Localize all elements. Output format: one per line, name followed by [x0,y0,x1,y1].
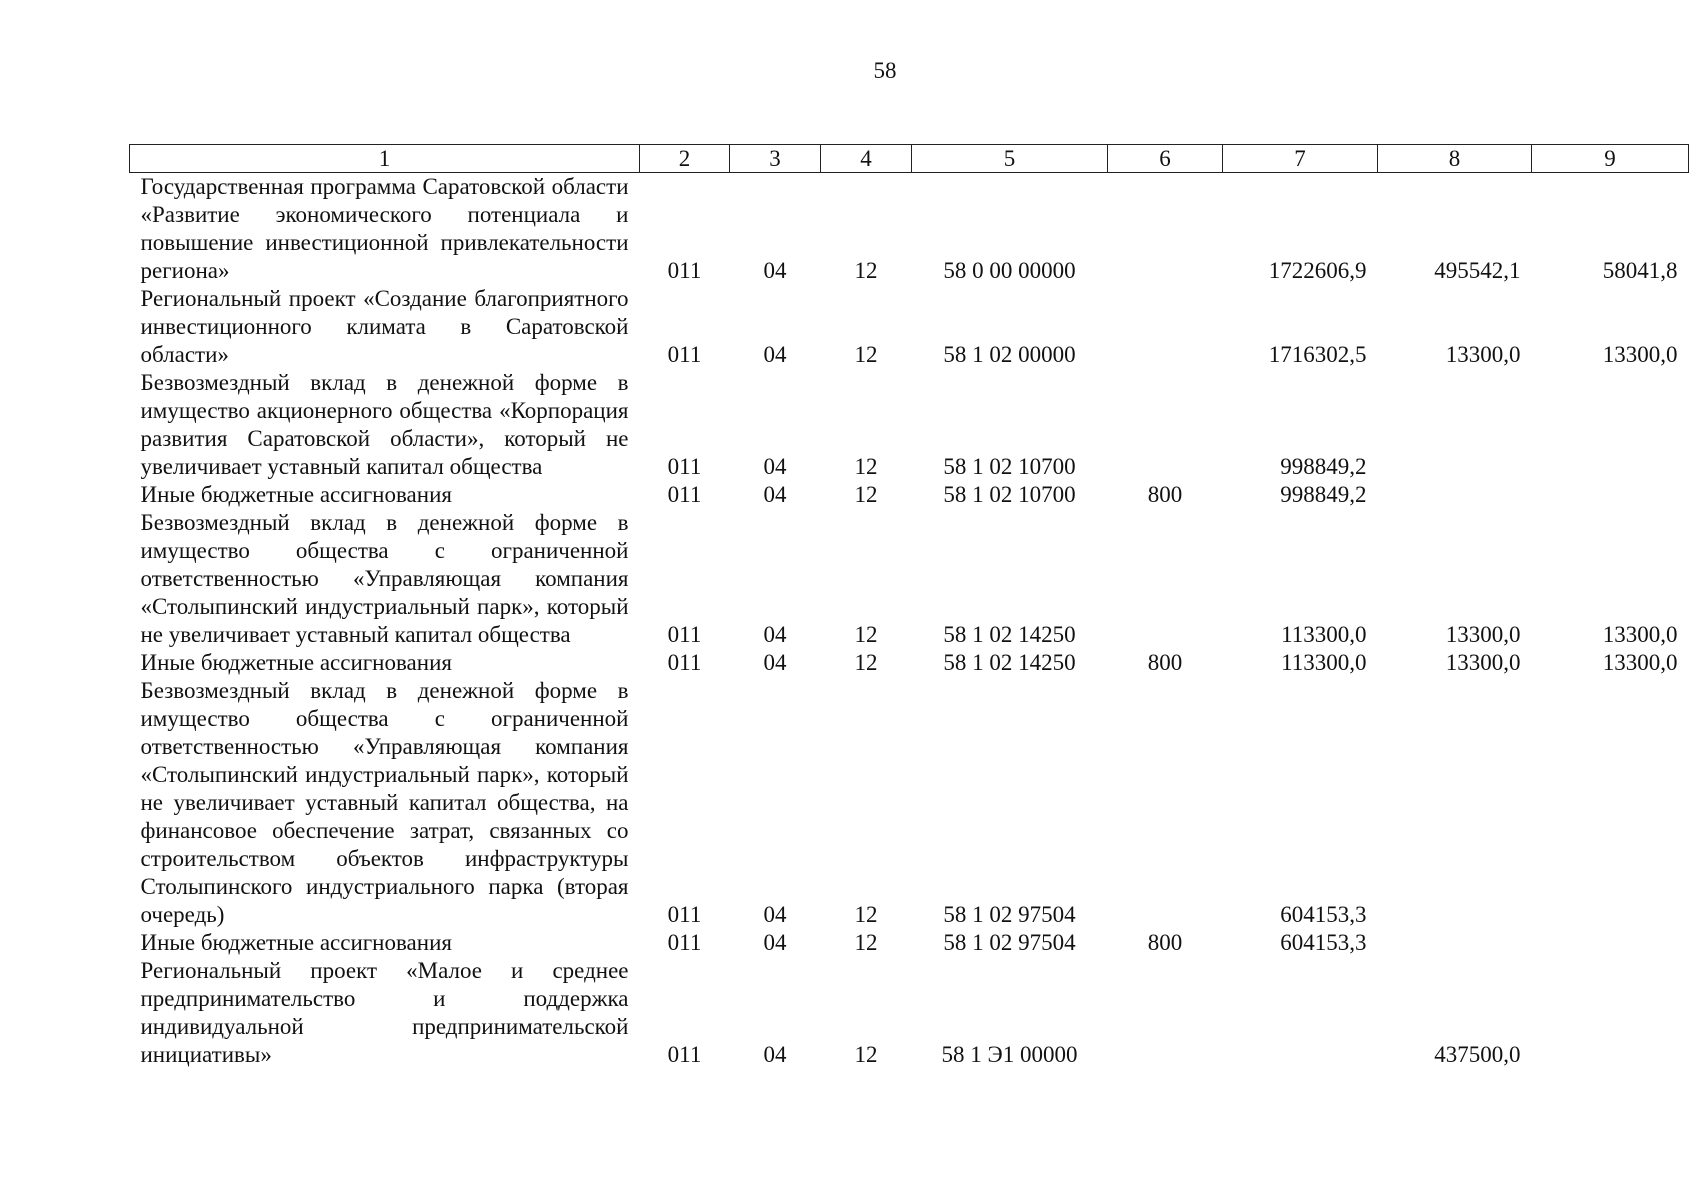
column-header-7: 7 [1223,145,1378,173]
row-value-7: 604153,3 [1280,902,1367,927]
row-subsection-code: 12 [854,902,878,927]
row-name: Государственная программа Саратовской области «Развитие экономического потенциала и повышение инвестиционной привлекательности региона» [140,174,629,283]
row-expense-type [1108,369,1223,481]
table-row [130,957,1689,1069]
column-header-2: 2 [640,145,730,173]
header-row [130,145,1689,173]
row-expense-type [1108,957,1223,1069]
row-value-7: 998849,2 [1280,454,1367,479]
row-value-9 [1532,369,1689,481]
budget-table [129,144,1689,1069]
row-value-8: 437500,0 [1434,1042,1521,1067]
row-section-code: 04 [763,902,787,927]
row-name: Иные бюджетные ассигнования [140,482,452,507]
row-section-code: 04 [763,482,787,507]
row-value-9: 13300,0 [1602,342,1678,367]
row-name: Региональный проект «Малое и среднее предпринимательство и поддержка индивидуальной предпринимательской инициативы» [140,958,629,1067]
row-subsection-code: 12 [854,622,878,647]
column-header-6: 6 [1108,145,1223,173]
row-value-9: 58041,8 [1602,258,1678,283]
table-header [130,145,1689,173]
row-section-code: 04 [763,930,787,955]
row-value-8: 13300,0 [1445,342,1521,367]
page-number: 58 [873,58,897,83]
row-name: Безвозмездный вклад в денежной форме в имущество общества с ограниченной ответственностью «Управляющая компания «Столыпинский индустриальный парк», который не увеличивает уставный капитал общества [140,510,629,647]
row-ministry-code: 011 [667,342,702,367]
table-row [130,509,1689,649]
row-name: Иные бюджетные ассигнования [140,930,452,955]
row-expense-type [1108,509,1223,649]
column-header-1: 1 [130,145,640,173]
row-section-code: 04 [763,258,787,283]
row-target-code: 58 1 02 97504 [943,902,1076,927]
row-ministry-code: 011 [667,902,702,927]
row-section-code: 04 [763,1042,787,1067]
column-header-4: 4 [821,145,912,173]
row-target-code: 58 1 02 10700 [943,454,1076,479]
row-subsection-code: 12 [854,650,878,675]
row-expense-type: 800 [1147,482,1183,507]
row-subsection-code: 12 [854,342,878,367]
row-target-code: 58 1 Э1 00000 [941,1042,1078,1067]
table-row [130,173,1689,286]
row-name: Иные бюджетные ассигнования [140,650,452,675]
row-ministry-code: 011 [667,622,702,647]
row-value-8 [1378,929,1532,957]
row-ministry-code: 011 [667,258,702,283]
row-value-7: 1722606,9 [1268,258,1367,283]
row-value-8: 495542,1 [1434,258,1521,283]
row-name: Безвозмездный вклад в денежной форме в имущество акционерного общества «Корпорация развития Саратовской области», который не увеличивает уставный капитал общества [140,370,629,479]
row-value-8 [1378,677,1532,929]
row-expense-type: 800 [1147,650,1183,675]
column-header-8: 8 [1378,145,1532,173]
row-value-7: 113300,0 [1281,622,1367,647]
row-value-9 [1532,957,1689,1069]
row-section-code: 04 [763,622,787,647]
row-ministry-code: 011 [667,930,702,955]
row-subsection-code: 12 [854,454,878,479]
row-subsection-code: 12 [854,1042,878,1067]
row-value-9 [1532,929,1689,957]
table-body [130,173,1689,1070]
column-header-3: 3 [730,145,821,173]
column-header-9: 9 [1532,145,1689,173]
row-value-7 [1223,957,1378,1069]
row-expense-type [1108,285,1223,369]
row-value-8: 13300,0 [1445,650,1521,675]
table-row [130,929,1689,957]
row-target-code: 58 0 00 00000 [943,258,1076,283]
row-value-8 [1378,481,1532,509]
table-row [130,677,1689,929]
table-row [130,649,1689,677]
row-section-code: 04 [763,454,787,479]
row-subsection-code: 12 [854,258,878,283]
row-ministry-code: 011 [667,1042,702,1067]
row-name: Региональный проект «Создание благоприятного инвестиционного климата в Саратовской области» [140,286,629,367]
row-target-code: 58 1 02 14250 [943,622,1076,647]
row-value-7: 113300,0 [1281,650,1367,675]
table-row [130,481,1689,509]
row-subsection-code: 12 [854,930,878,955]
row-ministry-code: 011 [667,482,702,507]
row-value-7: 604153,3 [1280,930,1367,955]
row-subsection-code: 12 [854,482,878,507]
row-section-code: 04 [763,650,787,675]
row-target-code: 58 1 02 97504 [943,930,1076,955]
row-value-7: 998849,2 [1280,482,1367,507]
row-value-8: 13300,0 [1445,622,1521,647]
column-header-5: 5 [912,145,1108,173]
row-value-9: 13300,0 [1602,622,1678,647]
row-expense-type [1108,173,1223,286]
row-expense-type [1108,677,1223,929]
row-value-7: 1716302,5 [1268,342,1367,367]
row-target-code: 58 1 02 00000 [943,342,1076,367]
row-ministry-code: 011 [667,454,702,479]
row-name: Безвозмездный вклад в денежной форме в имущество общества с ограниченной ответственностью «Управляющая компания «Столыпинский индустриальный парк», который не увеличивает уставный капитал общества, на финансовое обеспечение затрат, связанных со строительством объектов инфраструктуры Столыпинского индустриального парка (вторая очередь) [140,678,629,927]
row-value-9 [1532,481,1689,509]
row-target-code: 58 1 02 10700 [943,482,1076,507]
row-value-9 [1532,677,1689,929]
table-row [130,285,1689,369]
row-value-8 [1378,369,1532,481]
row-section-code: 04 [763,342,787,367]
table-row [130,369,1689,481]
row-ministry-code: 011 [667,650,702,675]
row-target-code: 58 1 02 14250 [943,650,1076,675]
row-value-9: 13300,0 [1602,650,1678,675]
row-expense-type: 800 [1147,930,1183,955]
